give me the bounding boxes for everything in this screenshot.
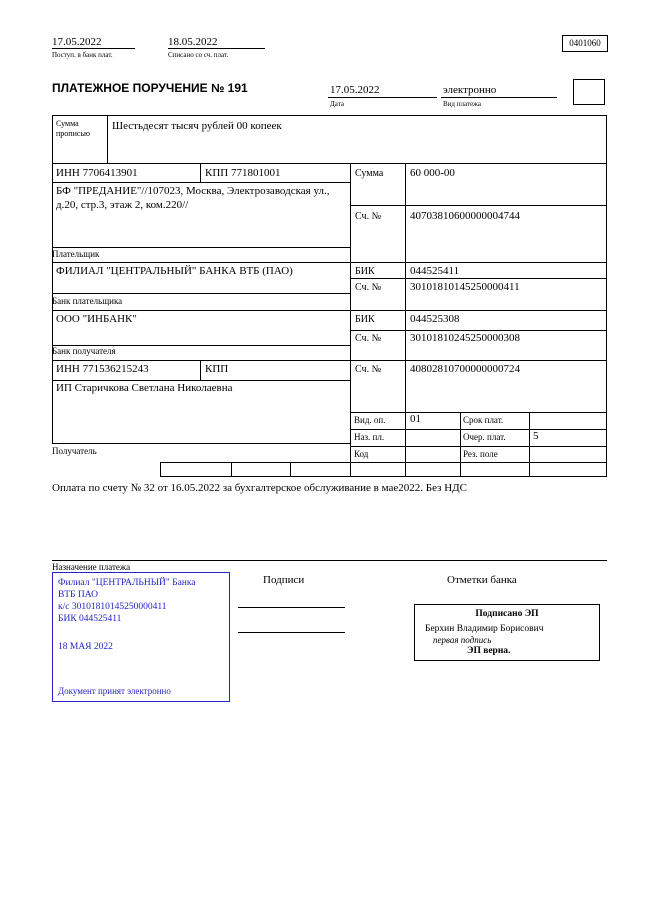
divider-line (52, 247, 350, 248)
payer-kpp: КПП 771801001 (205, 167, 281, 179)
payee-section-label: Получатель (52, 446, 97, 456)
esign-signer-name: Берхин Владимир Борисович (425, 624, 544, 634)
received-date-label: Поступ. в банк плат. (52, 51, 113, 59)
divider-line (52, 48, 135, 49)
payment-purpose-text: Оплата по счету № 32 от 16.05.2022 за бухгалтерское обслуживание в мае2022. Без НДС (52, 482, 467, 494)
payee-inn: ИНН 771536215243 (56, 363, 149, 375)
divider-line (200, 360, 201, 380)
payee-bank-section-label: Банк получателя (52, 346, 116, 356)
payee-account: 40802810700000000724 (410, 363, 520, 375)
signatures-label: Подписи (263, 574, 305, 586)
payer-account-label: Сч. № (355, 211, 382, 222)
purpose-section-label: Назначение платежа (52, 562, 131, 572)
divider-line (350, 412, 607, 413)
stamp-note: Документ принят электронно (58, 686, 171, 696)
divider-line (107, 115, 108, 163)
purpose-code-label: Наз. пл. (354, 432, 385, 442)
divider-line (52, 182, 350, 183)
divider-line (52, 560, 607, 561)
divider-line (52, 380, 350, 381)
esign-status: ЭП верна. (467, 646, 511, 656)
payee-account-label: Сч. № (355, 364, 382, 375)
divider-line (160, 462, 161, 476)
divider-line (350, 330, 607, 331)
payer-bank-bik: 044525411 (410, 265, 460, 277)
bank-acceptance-stamp (52, 572, 230, 702)
divider-line (52, 360, 607, 361)
stamp-corr-account: к/с 30101810145250000411 (58, 602, 167, 612)
signature-line (238, 632, 345, 633)
divider-line (52, 163, 607, 164)
esign-signer-role: первая подпись (433, 635, 492, 645)
sum-label: Сумма (355, 168, 384, 179)
divider-line (52, 293, 350, 294)
debited-date-label: Списано со сч. плат. (168, 51, 229, 59)
priority-label: Очер. плат. (463, 432, 506, 442)
stamp-bank-name-line1: Филиал "ЦЕНТРАЛЬНЫЙ" Банка (58, 578, 196, 588)
payee-bank-account-label: Сч. № (355, 333, 382, 344)
payer-bank-bik-label: БИК (355, 266, 375, 277)
payer-bank-account-label: Сч. № (355, 282, 382, 293)
payee-bank-bik: 044525308 (410, 313, 460, 325)
divider-line (52, 262, 607, 263)
payer-name: БФ "ПРЕДАНИЕ"//107023, Москва, Электрозаводская ул., д.20, стр.3, этаж 2, ком.220// (56, 185, 330, 211)
divider-line (350, 429, 607, 430)
doc-title: ПЛАТЕЖНОЕ ПОРУЧЕНИЕ № 191 (52, 81, 248, 95)
divider-line (350, 278, 607, 279)
divider-line (529, 412, 530, 476)
reserve-field-label: Рез. поле (463, 449, 498, 459)
divider-line (405, 163, 406, 476)
due-date-label: Срок плат. (463, 415, 504, 425)
divider-line (52, 115, 607, 116)
payee-name: ИП Старичкова Светлана Николаевна (56, 382, 233, 394)
divider-line (200, 163, 201, 182)
op-type-value: 01 (410, 413, 421, 425)
divider-line (441, 97, 557, 98)
esign-title: Подписано ЭП (475, 609, 539, 619)
divider-line (160, 462, 607, 463)
esign-box (414, 604, 600, 661)
stamp-bank-name-line2: ВТБ ПАО (58, 590, 98, 600)
divider-line (328, 97, 437, 98)
bank-marks-label: Отметки банка (447, 574, 517, 586)
priority-value: 5 (533, 430, 539, 442)
payee-kpp-label: КПП (205, 363, 229, 375)
signature-line (238, 607, 345, 608)
payer-bank-account: 30101810145250000411 (410, 281, 520, 293)
form-code-box: 0401060 (562, 35, 608, 52)
divider-line (160, 476, 607, 477)
amount-in-words: Шестьдесят тысяч рублей 00 копеек (112, 120, 282, 132)
amount-words-label: Сумма прописью (56, 119, 91, 138)
payee-bank-bik-label: БИК (355, 314, 375, 325)
divider-line (52, 310, 607, 311)
divider-line (460, 412, 461, 476)
payment-type-box (573, 79, 605, 105)
payer-account: 40703810600000004744 (410, 210, 520, 222)
divider-line (52, 443, 350, 444)
divider-line (168, 48, 265, 49)
code-label: Код (354, 449, 369, 459)
op-type-label: Вид. оп. (354, 415, 386, 425)
stamp-bik: БИК 044525411 (58, 614, 122, 624)
payer-bank-section-label: Банк плательщика (52, 296, 123, 306)
received-date: 17.05.2022 (52, 36, 102, 48)
sum-value: 60 000-00 (410, 167, 455, 179)
payer-section-label: Плательщик (52, 249, 100, 259)
payer-inn: ИНН 7706413901 (56, 167, 138, 179)
divider-line (606, 115, 607, 163)
divider-line (231, 462, 232, 476)
doc-date-label: Дата (330, 100, 344, 108)
payee-bank-account: 30101810245250000308 (410, 332, 520, 344)
stamp-date: 18 МАЯ 2022 (58, 642, 113, 652)
debited-date: 18.05.2022 (168, 36, 218, 48)
doc-date: 17.05.2022 (330, 84, 380, 96)
payee-bank-name: ООО "ИНБАНК" (56, 313, 137, 325)
divider-line (350, 163, 351, 476)
divider-line (606, 163, 607, 476)
payment-type: электронно (443, 84, 497, 96)
payment-type-label: Вид платежа (443, 100, 482, 108)
divider-line (350, 446, 607, 447)
payer-bank-name: ФИЛИАЛ "ЦЕНТРАЛЬНЫЙ" БАНКА ВТБ (ПАО) (56, 265, 293, 277)
divider-line (52, 115, 53, 163)
divider-line (290, 462, 291, 476)
divider-line (350, 205, 607, 206)
